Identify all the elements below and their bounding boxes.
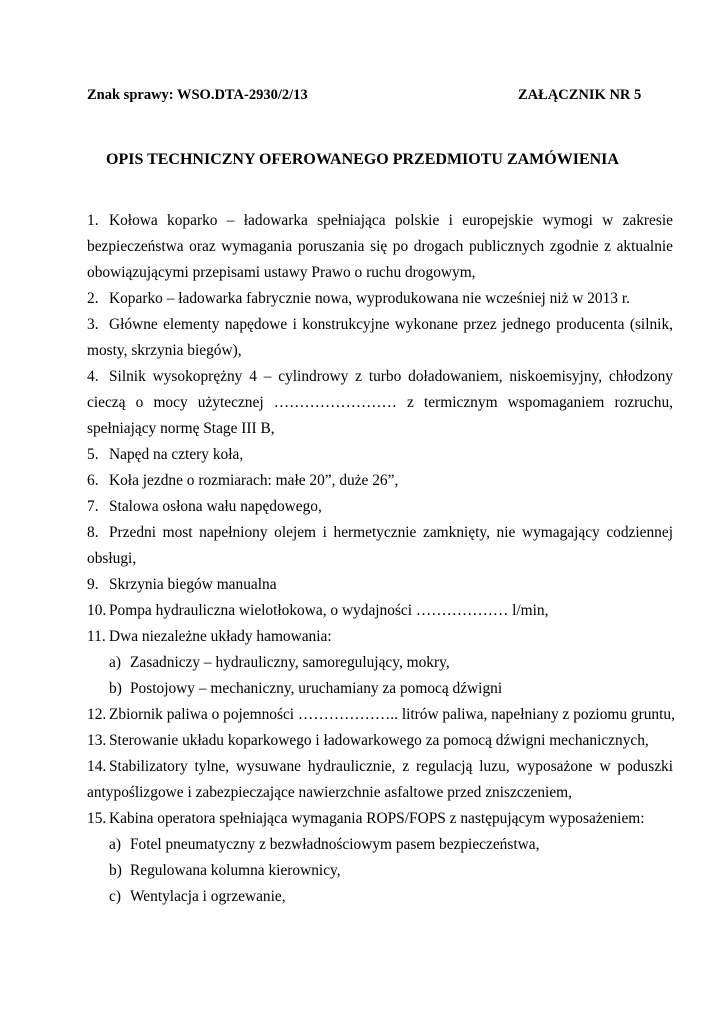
item-number: 13. [87, 732, 107, 749]
item-text: Stalowa osłona wału napędowego, [109, 498, 322, 515]
list-item-6 [87, 468, 673, 494]
sub-item-letter: b) [109, 680, 122, 697]
item-text: Przedni most napełniony olejem i hermetycznie zamknięty, nie wymagający codziennej obsługi, [87, 524, 673, 567]
item-text: Dwa niezależne układy hamowania: [109, 628, 332, 645]
item-number: 2. [87, 290, 99, 307]
item-text: Sterowanie układu koparkowego i ładowarkowego za pomocą dźwigni mechanicznych, [109, 732, 649, 749]
list-item-13 [87, 728, 673, 754]
list-item-7 [87, 494, 673, 520]
sub-item-15b [87, 858, 673, 884]
item-text: Skrzynia biegów manualna [109, 576, 277, 593]
item-text: Napęd na cztery koła, [109, 446, 244, 463]
document-body [87, 208, 673, 910]
item-text: Kabina operatora spełniająca wymagania ROPS/FOPS z następującym wyposażeniem: [109, 810, 645, 827]
item-text: Silnik wysokoprężny 4 – cylindrowy z turbo doładowaniem, niskoemisyjny, chłodzony cieczą o mocy użytecznej …………………… z termicznym wspomaganiem rozruchu, spełniający normę Stage III B, [87, 368, 673, 437]
sub-item-15c [87, 884, 673, 910]
list-item-4 [87, 364, 673, 442]
item-text: Kołowa koparko – ładowarka spełniająca polskie i europejskie wymogi w zakresie bezpieczeństwa oraz wymagania poruszania się po drogach publicznych zgodnie z aktualnie obowiązującymi przepisami ustawy Prawo o ruchu drogowym, [87, 212, 673, 281]
sub-item-text: Postojowy – mechaniczny, uruchamiany za pomocą dźwigni [130, 680, 503, 697]
item-number: 3. [87, 316, 99, 333]
item-number: 8. [87, 524, 99, 541]
item-number: 9. [87, 576, 99, 593]
list-item-14 [87, 754, 673, 806]
list-item-5 [87, 442, 673, 468]
item-number: 4. [87, 368, 99, 385]
sub-item-text: Zasadniczy – hydrauliczny, samoregulujący, mokry, [130, 654, 450, 671]
sub-item-text: Regulowana kolumna kierownicy, [130, 862, 341, 879]
item-number: 1. [87, 212, 99, 229]
item-text: Główne elementy napędowe i konstrukcyjne wykonane przez jednego producenta (silnik, mosty, skrzynia biegów), [87, 316, 673, 359]
document-title: OPIS TECHNICZNY OFEROWANEGO PRZEDMIOTU ZAMÓWIENIA [106, 151, 619, 168]
attachment-label: ZAŁĄCZNIK NR 5 [518, 87, 642, 103]
sub-item-letter: c) [109, 888, 121, 905]
item-text: Stabilizatory tylne, wysuwane hydraulicznie, z regulacją luzu, wyposażone w poduszki antypoślizgowe i zabezpieczające nawierzchnie asfaltowe przed zniszczeniem, [87, 758, 673, 801]
sub-item-11b [87, 676, 673, 702]
sub-item-letter: b) [109, 862, 122, 879]
item-number: 5. [87, 446, 99, 463]
list-item-9 [87, 572, 673, 598]
item-number: 15. [87, 810, 107, 827]
list-item-12 [87, 702, 673, 728]
sub-item-text: Fotel pneumatyczny z bezwładnościowym pasem bezpieczeństwa, [130, 836, 540, 853]
sub-item-15a [87, 832, 673, 858]
item-number: 7. [87, 498, 99, 515]
case-reference: Znak sprawy: WSO.DTA-2930/2/13 [87, 87, 308, 103]
list-item-3 [87, 312, 673, 364]
item-text: Koła jezdne o rozmiarach: małe 20”, duże 26”, [109, 472, 399, 489]
list-item-8 [87, 520, 673, 572]
list-item-10 [87, 598, 673, 624]
item-number: 11. [87, 628, 106, 645]
list-item-1 [87, 208, 673, 286]
sub-item-11a [87, 650, 673, 676]
item-text: Pompa hydrauliczna wielotłokowa, o wydajności ……………… l/min, [109, 602, 549, 619]
sub-item-text: Wentylacja i ogrzewanie, [130, 888, 286, 905]
item-number: 14. [87, 758, 107, 775]
item-number: 12. [87, 706, 107, 723]
sub-item-letter: a) [109, 654, 121, 671]
item-text: Koparko – ładowarka fabrycznie nowa, wyprodukowana nie wcześniej niż w 2013 r. [109, 290, 630, 307]
list-item-11 [87, 624, 673, 650]
list-item-2 [87, 286, 673, 312]
list-item-15 [87, 806, 673, 832]
item-number: 6. [87, 472, 99, 489]
sub-item-letter: a) [109, 836, 121, 853]
item-number: 10. [87, 602, 107, 619]
item-text: Zbiornik paliwa o pojemności ……………….. litrów paliwa, napełniany z poziomu gruntu, [109, 706, 675, 723]
